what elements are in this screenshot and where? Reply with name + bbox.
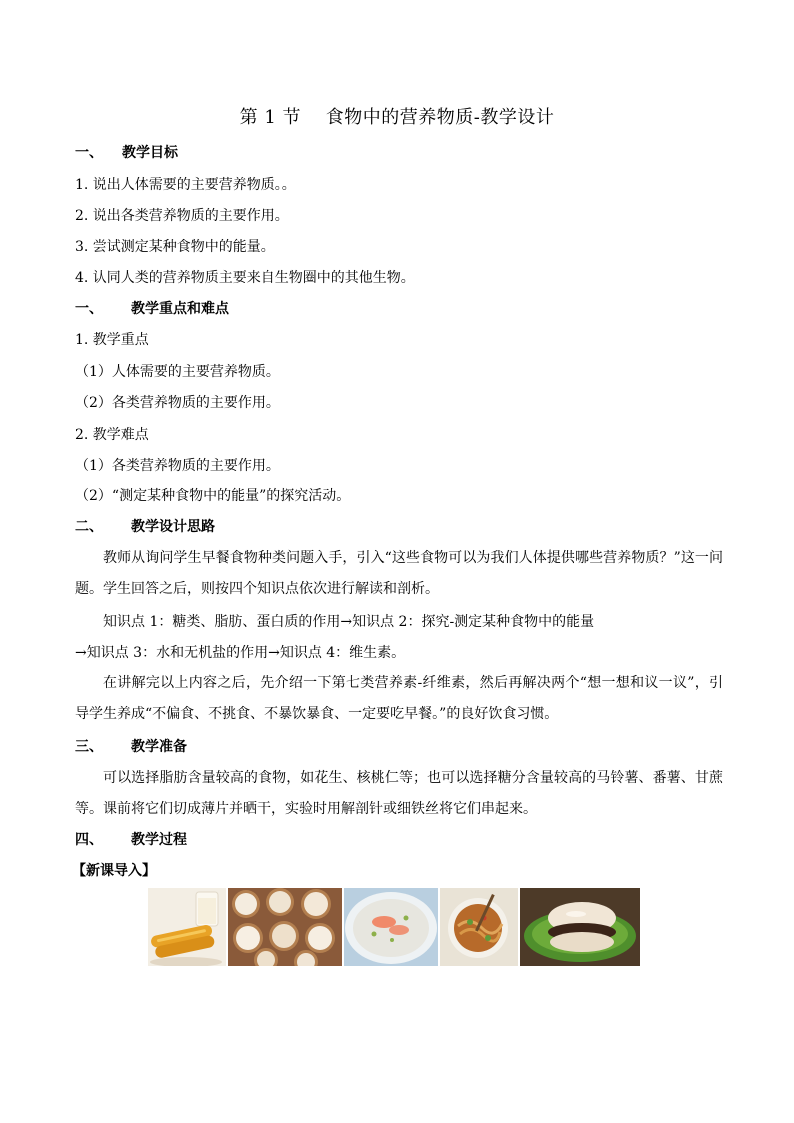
fried-dough-soymilk-image	[148, 888, 226, 966]
design-flow-line: 知识点 1：糖类、脂肪、蛋白质的作用→知识点 2：探究-测定某种食物中的能量	[103, 614, 595, 630]
section-number: 四、	[75, 832, 103, 848]
steamed-buns-image	[228, 888, 342, 966]
design-paragraph: 在讲解完以上内容之后，先介绍一下第七类营养素-纤维素，然后再解决两个“想一想和议一议”，引导学生养成“不偏食、不挑食、不暴饮暴食、一定要吃早餐。”的良好饮食习惯。	[75, 675, 723, 722]
section-heading-prep	[75, 737, 187, 757]
section-label: 教学目标	[122, 145, 178, 161]
shrimp-porridge-image	[344, 888, 438, 966]
list-item: （2）“测定某种食物中的能量”的探究活动。	[75, 488, 351, 504]
section-number: 三、	[75, 739, 103, 755]
section-number: 一、	[75, 301, 103, 317]
goal-item: 3. 尝试测定某种食物中的能量。	[75, 239, 275, 255]
section-number: 二、	[75, 519, 103, 535]
section-label: 教学设计思路	[131, 519, 215, 535]
design-flow-line: →知识点 3：水和无机盐的作用→知识点 4：维生素。	[75, 645, 406, 661]
section-heading-goals	[75, 143, 178, 163]
section-label: 教学准备	[131, 739, 187, 755]
section-heading-process	[75, 830, 187, 850]
list-item: （1）各类营养物质的主要作用。	[75, 458, 280, 474]
section-heading-design	[75, 517, 215, 537]
section-number: 一、	[75, 145, 103, 161]
breakfast-image-strip	[148, 888, 640, 966]
list-item: （2）各类营养物质的主要作用。	[75, 395, 280, 411]
prep-paragraph: 可以选择脂肪含量较高的食物，如花生、核桃仁等；也可以选择糖分含量较高的马铃薯、番薯、甘蔗等。课前将它们切成薄片并晒干，实验时用解剖针或细铁丝将它们串起来。	[75, 770, 723, 817]
section-label: 教学过程	[131, 832, 187, 848]
subheading-difficult: 2. 教学难点	[75, 427, 149, 443]
noodles-image	[440, 888, 518, 966]
subheading-important: 1. 教学重点	[75, 332, 149, 348]
goal-item: 4. 认同人类的营养物质主要来自生物圈中的其他生物。	[75, 270, 415, 286]
goal-item: 2. 说出各类营养物质的主要作用。	[75, 208, 289, 224]
list-item: （1）人体需要的主要营养物质。	[75, 364, 280, 380]
section-label: 教学重点和难点	[131, 301, 229, 317]
meat-burger-image	[520, 888, 640, 966]
intro-label: 【新课导入】	[72, 863, 156, 879]
design-paragraph: 教师从询问学生早餐食物种类问题入手，引入“这些食物可以为我们人体提供哪些营养物质？”这一问题。学生回答之后，则按四个知识点依次进行解读和剖析。	[75, 550, 723, 597]
page-title: 第 1 节 食物中的营养物质-教学设计	[239, 107, 555, 128]
goal-item: 1. 说出人体需要的主要营养物质。。	[75, 177, 296, 193]
section-heading-keypoints	[75, 299, 229, 319]
